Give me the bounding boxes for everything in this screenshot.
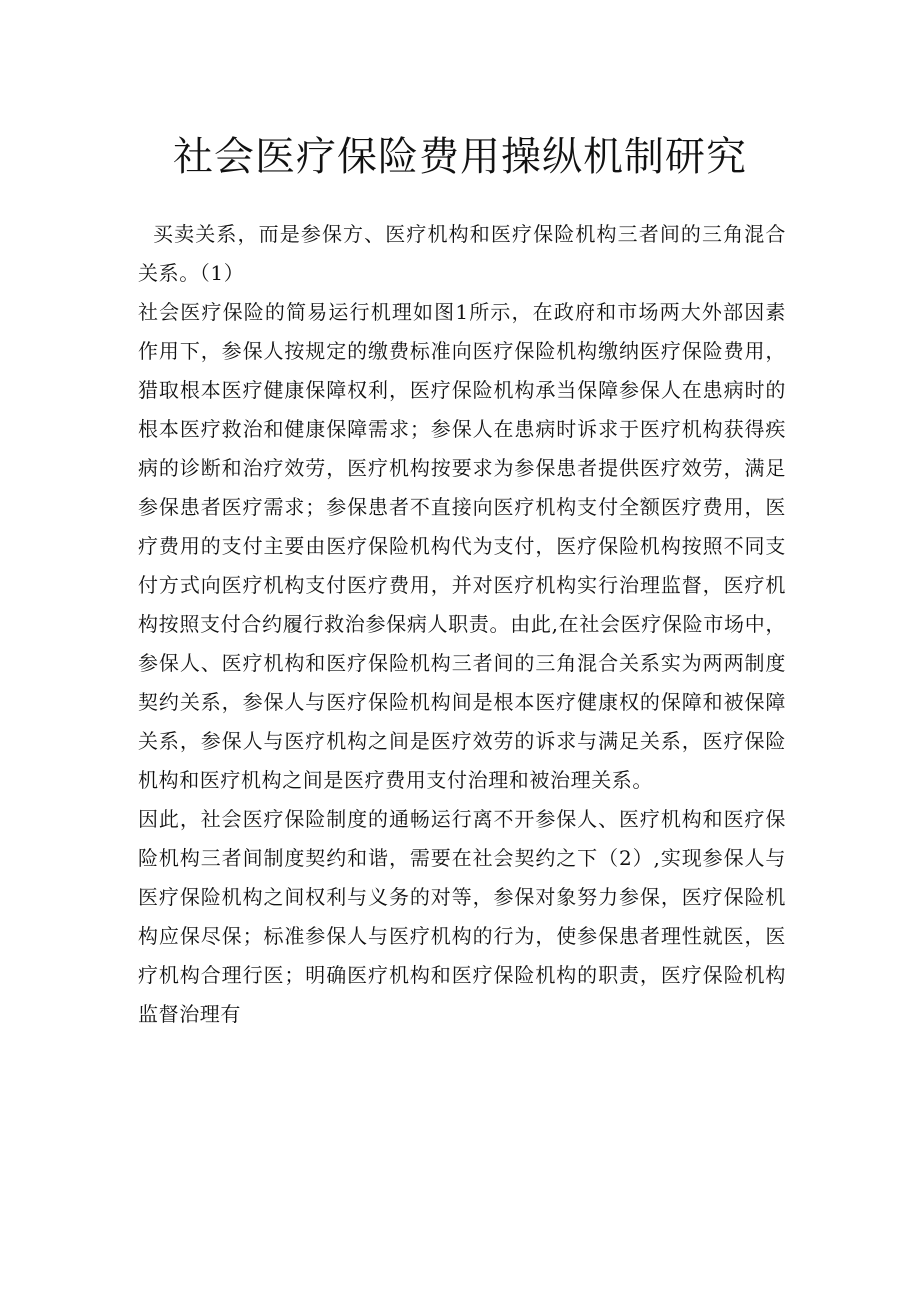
document-title: 社会医疗保险费用操纵机制研究 [173, 134, 747, 180]
document-body [138, 215, 786, 1034]
paragraph-1: 买卖关系，而是参保方、医疗机构和医疗保险机构三者间的三角混合关系。（1） [138, 222, 786, 285]
paragraph-3: 因此，社会医疗保险制度的通畅运行离不开参保人、医疗机构和医疗保险机构三者间制度契约和谐，需要在社会契约之下（2）,实现参保人与医疗保险机构之间权利与义务的对等，参保对象努力参保，医疗保险机构应保尽保；标准参保人与医疗机构的行为，使参保患者理性就医，医疗机构合理行医；明确医疗机构和医疗保险机构的职责，医疗保险机构监督治理有 [138, 807, 786, 1026]
paragraph-2: 社会医疗保险的简易运行机理如图1所示，在政府和市场两大外部因素作用下，参保人按规定的缴费标准向医疗保险机构缴纳医疗保险费用，猎取根本医疗健康保障权利，医疗保险机构承当保障参保人在患病时的根本医疗救治和健康保障需求；参保人在患病时诉求于医疗机构获得疾病的诊断和治疗效劳，医疗机构按要求为参保患者提供医疗效劳，满足参保患者医疗需求；参保患者不直接向医疗机构支付全额医疗费用，医疗费用的支付主要由医疗保险机构代为支付，医疗保险机构按照不同支付方式向医疗机构支付医疗费用，并对医疗机构实行治理监督，医疗机构按照支付合约履行救治参保病人职责。由此,在社会医疗保险市场中，参保人、医疗机构和医疗保险机构三者间的三角混合关系实为两两制度契约关系，参保人与医疗保险机构间是根本医疗健康权的保障和被保障关系，参保人与医疗机构之间是医疗效劳的诉求与满足关系，医疗保险机构和医疗机构之间是医疗费用支付治理和被治理关系。 [138, 300, 786, 792]
